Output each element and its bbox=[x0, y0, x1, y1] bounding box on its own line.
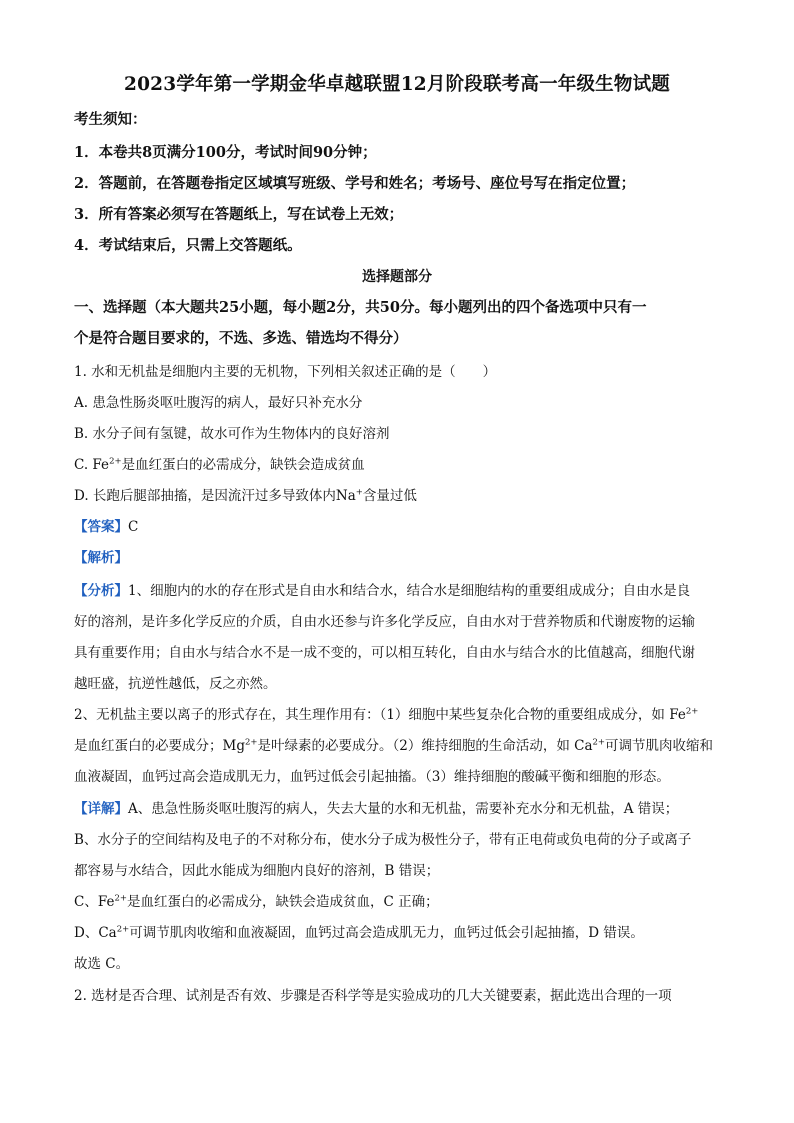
detail-option-b-line-2: 都容易与水结合，因此水能成为细胞内良好的溶剂，B 错误； bbox=[74, 863, 440, 879]
analysis-paragraph-1-line-1: 【分析】1、细胞内的水的存在形式是自由水和结合水，结合水是细胞结构的重要组成成分；自由水是良 bbox=[74, 583, 691, 599]
question-1-option-a: A. 患急性肠炎呕吐腹泻的病人，最好只补充水分 bbox=[74, 395, 363, 411]
section-title: 选择题部分 bbox=[362, 269, 432, 285]
question-1-option-c: C. $Fe^{2+}$是血红蛋白的必需成分，缺铁会造成贫血 bbox=[74, 456, 365, 473]
analysis-tag: 【解析】 bbox=[74, 550, 128, 566]
notice-item-4: 4．考试结束后，只需上交答题纸。 bbox=[74, 237, 302, 254]
notice-item-1: 1．本卷共8页满分100分，考试时间90分钟； bbox=[74, 144, 377, 161]
notice-item-2: 2．答题前，在答题卷指定区域填写班级、学号和姓名；考场号、座位号写在指定位置； bbox=[74, 175, 636, 192]
analysis-paragraph-2-line-3: 血液凝固，血钙过高会造成肌无力，血钙过低会引起抽搐。（3）维持细胞的酸碱平衡和细胞的形态。 bbox=[74, 769, 670, 785]
notice-heading: 考生须知： bbox=[74, 111, 147, 128]
question-2-stem: 2. 选材是否合理、试剂是否有效、步骤是否科学等是实验成功的几大关键要素，据此选出合理的一项 bbox=[74, 988, 672, 1004]
analysis-paragraph-1-line-4: 越旺盛，抗逆性越低，反之亦然。 bbox=[74, 676, 277, 692]
fenxi-tag: 【分析】 bbox=[74, 583, 128, 599]
detail-option-c: C、$Fe^{2+}$是血红蛋白的必需成分，缺铁会造成贫血，C 正确； bbox=[74, 893, 439, 910]
part-heading-line-1: 一、选择题（本大题共25小题，每小题2分，共50分。每小题列出的四个备选项中只有一 bbox=[74, 299, 647, 316]
analysis-paragraph-1-line-2: 好的溶剂，是许多化学反应的介质，自由水还参与许多化学反应，自由水对于营养物质和代谢废物的运输 bbox=[74, 614, 695, 630]
answer-value: C bbox=[128, 519, 139, 535]
question-1-stem: 1. 水和无机盐是细胞内主要的无机物，下列相关叙述正确的是（ ） bbox=[74, 364, 497, 380]
answer-tag: 【答案】 bbox=[74, 519, 128, 535]
analysis-line bbox=[74, 546, 128, 566]
xiangjie-tag: 【详解】 bbox=[74, 801, 128, 817]
analysis-paragraph-2-line-2: 是血红蛋白的必要成分；$Mg^{2+}$是叶绿素的必要成分。（2）维持细胞的生命活动，如 $Ca^{2+}$可调节肌肉收缩和 bbox=[74, 737, 714, 754]
answer-line bbox=[74, 515, 138, 535]
part-heading-line-2: 个是符合题目要求的，不选、多选、错选均不得分） bbox=[74, 330, 408, 347]
page-title: 2023学年第一学期金华卓越联盟12月阶段联考高一年级生物试题 bbox=[124, 74, 670, 95]
conclusion: 故选 C。 bbox=[74, 956, 130, 972]
detail-option-b-line-1: B、水分子的空间结构及电子的不对称分布，使水分子成为极性分子，带有正电荷或负电荷的分子或离子 bbox=[74, 832, 692, 848]
detail-option-a: 【详解】A、患急性肠炎呕吐腹泻的病人，失去大量的水和无机盐，需要补充水分和无机盐，A 错误； bbox=[74, 801, 679, 817]
detail-option-d: D、$Ca^{2+}$可调节肌肉收缩和血液凝固，血钙过高会造成肌无力，血钙过低会引起抽搐，D 错误。 bbox=[74, 924, 644, 941]
question-1-option-b: B. 水分子间有氢键，故水可作为生物体内的良好溶剂 bbox=[74, 426, 390, 442]
analysis-paragraph-1-line-3: 具有重要作用；自由水与结合水不是一成不变的，可以相互转化，自由水与结合水的比值越高，细胞代谢 bbox=[74, 645, 695, 661]
analysis-paragraph-2-line-1: 2、无机盐主要以离子的形式存在，其生理作用有：（1）细胞中某些复杂化合物的重要组成成分，如 $Fe^{2+}$ bbox=[74, 706, 699, 723]
question-1-option-d: D. 长跑后腿部抽搐，是因流汗过多导致体内Na+含量过低 bbox=[74, 487, 417, 504]
notice-item-3: 3．所有答案必须写在答题纸上，写在试卷上无效； bbox=[74, 206, 404, 223]
